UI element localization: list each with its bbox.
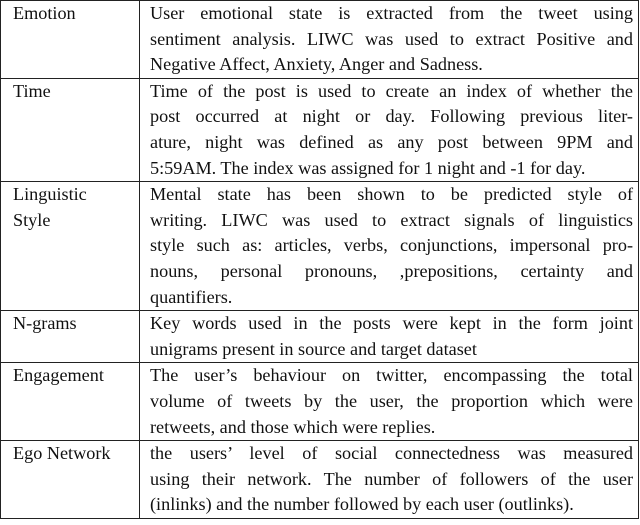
description-line: The user’s behaviour on twitter, encompassing the total — [150, 365, 633, 386]
feature-name-line: Emotion — [13, 3, 76, 23]
feature-description-cell — [140, 78, 639, 181]
description-line: Time of the post is used to create an index of whether the — [150, 80, 633, 101]
description-line: Mental state has been shown to be predicted style of — [150, 184, 633, 205]
description-line: style such as: articles, verbs, conjunctions, impersonal pro- — [150, 235, 633, 256]
feature-description-cell — [140, 1, 639, 79]
table-row — [1, 363, 639, 441]
feature-name-cell — [1, 441, 140, 519]
description-line: Negative Affect, Anxiety, Anger and Sadness. — [150, 54, 483, 75]
feature-name-line: Linguistic — [13, 184, 87, 205]
feature-name-line: Ego Network — [13, 443, 111, 464]
feature-name-line: Time — [13, 80, 51, 101]
description-line: 5:59AM. The index was assigned for 1 night and -1 for day. — [150, 157, 586, 178]
feature-description-cell — [140, 363, 639, 441]
description-line: using their network. The number of followers of the user — [150, 468, 633, 489]
table-row — [1, 441, 639, 519]
feature-description-cell — [140, 441, 639, 519]
description-line: User emotional state is extracted from the tweet using — [150, 3, 633, 23]
description-line: sentiment analysis. LIWC was used to extract Positive and — [150, 28, 633, 49]
feature-name-cell — [1, 182, 140, 311]
feature-name-line: Style — [13, 209, 51, 230]
feature-name-cell — [1, 78, 140, 181]
feature-name-line: N-grams — [13, 313, 77, 334]
description-line: (inlinks) and the number followed by each user (outlinks). — [150, 494, 574, 515]
feature-table-body — [1, 1, 639, 519]
description-line: quantifiers. — [150, 286, 233, 307]
description-line: nouns, personal pronouns, ,prepositions, certainty and — [150, 260, 633, 281]
description-line: Key words used in the posts were kept in the form joint — [150, 313, 633, 334]
description-line: ature, night was defined as any post between 9PM and — [150, 131, 633, 152]
feature-name-cell — [1, 1, 140, 79]
description-line: post occurred at night or day. Following previous liter- — [150, 106, 633, 127]
table-row — [1, 1, 639, 79]
table-row — [1, 182, 639, 311]
feature-name-line: Engagement — [13, 365, 104, 386]
feature-description-cell — [140, 311, 639, 363]
description-line: volume of tweets by the user, the proportion which were — [150, 390, 633, 411]
feature-name-cell — [1, 363, 140, 441]
description-line: unigrams present in source and target dataset — [150, 338, 477, 359]
description-line: retweets, and those which were replies. — [150, 416, 436, 437]
table-row — [1, 311, 639, 363]
table-row — [1, 78, 639, 181]
description-line: writing. LIWC was used to extract signals of linguistics — [150, 209, 633, 230]
feature-description-cell — [140, 182, 639, 311]
feature-name-cell — [1, 311, 140, 363]
description-line: the users’ level of social connectedness was measured — [150, 443, 633, 464]
